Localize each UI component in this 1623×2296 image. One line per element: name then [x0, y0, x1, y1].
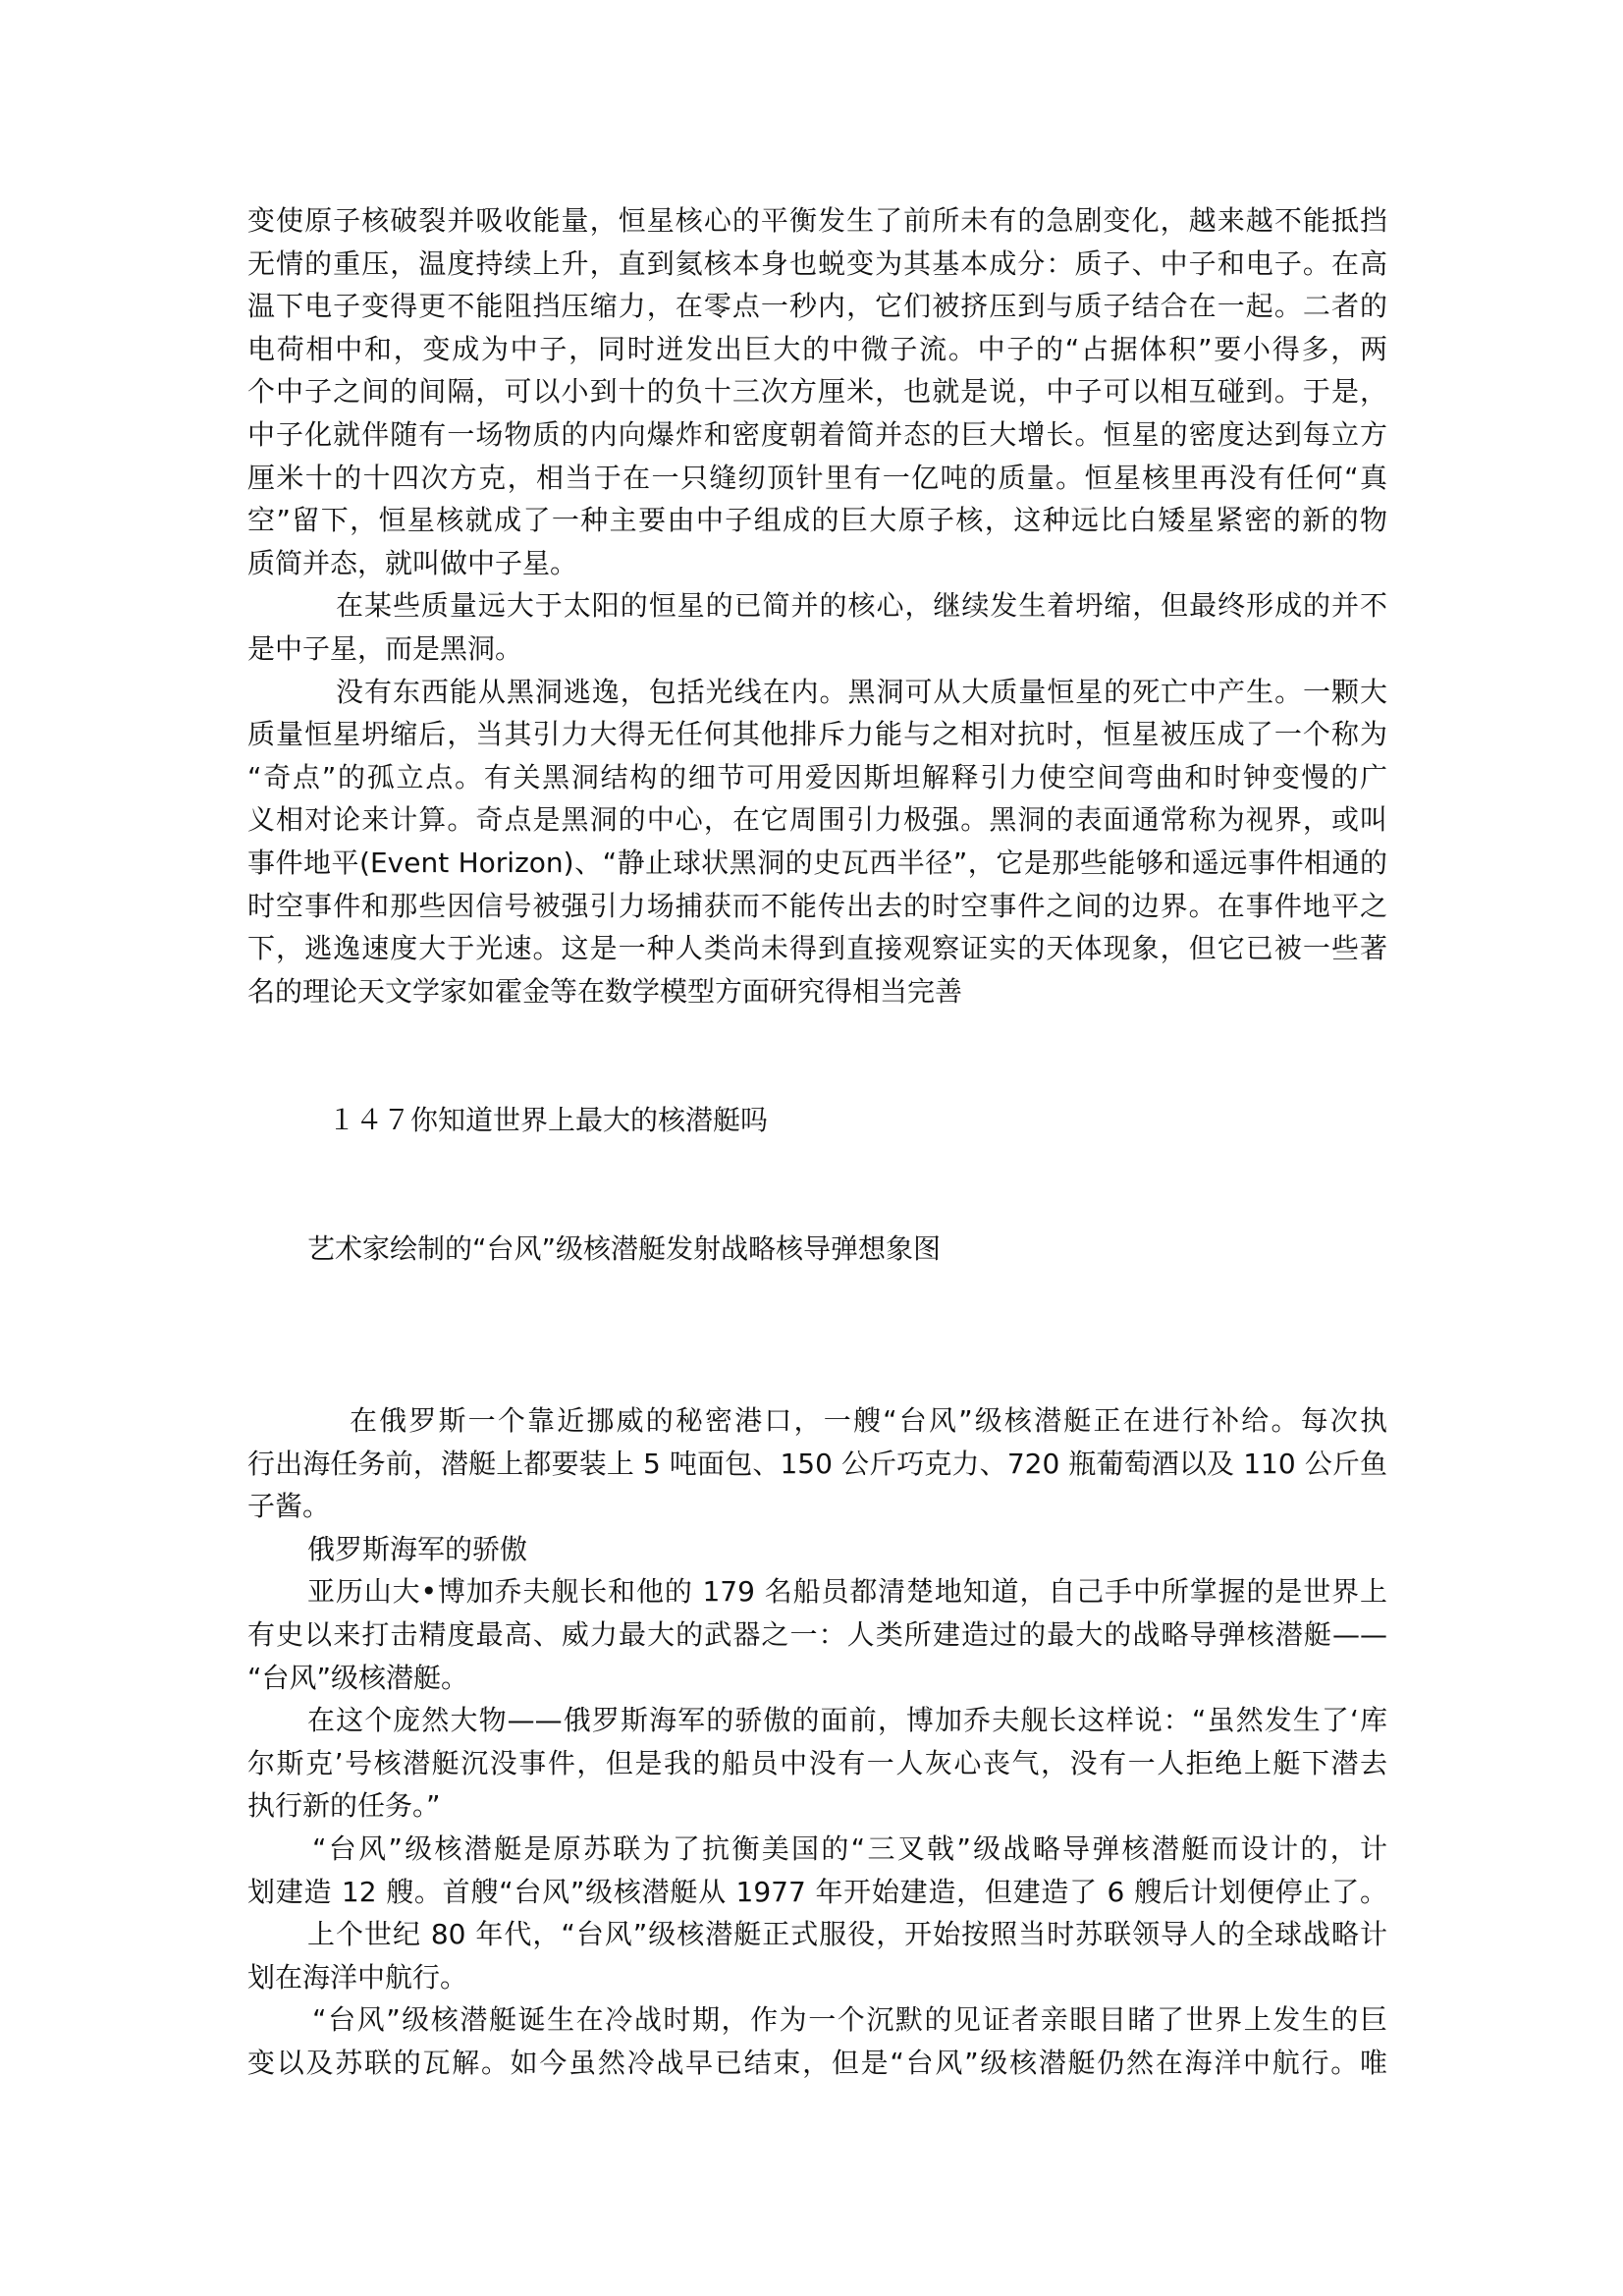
text-line: 在俄罗斯一个靠近挪威的秘密港口，一艘“台风”级核潜艇正在进行补给。每次执 — [350, 1404, 1387, 1437]
text-line: 在这个庞然大物——俄罗斯海军的骄傲的面前，博加乔夫舰长这样说：“虽然发生了‘库 — [307, 1704, 1387, 1737]
section-typhoon-submarine — [247, 1399, 1387, 2085]
paragraph — [247, 671, 1387, 1013]
paragraph — [247, 199, 1387, 584]
text-line: 变以及苏联的瓦解。如今虽然冷战早已结束，但是“台风”级核潜艇仍然在海洋中航行。唯 — [247, 2046, 1387, 2079]
text-line: 质量恒星坍缩后，当其引力大得无任何其他排斥力能与之相对抗时，恒星被压成了一个称为 — [247, 718, 1387, 751]
text-line: 义相对论来计算。奇点是黑洞的中心，在它周围引力极强。黑洞的表面通常称为视界，或叫 — [247, 803, 1387, 837]
text-line: 时空事件和那些因信号被强引力场捕获而不能传出去的时空事件之间的边界。在事件地平之 — [247, 889, 1387, 922]
text-line: 尔斯克’号核潜艇沉没事件，但是我的船员中没有一人灰心丧气，没有一人拒绝上艇下潜去 — [247, 1746, 1387, 1779]
image-caption: 艺术家绘制的“台风”级核潜艇发射战略核导弹想象图 — [307, 1232, 942, 1265]
text-line: 质简并态，就叫做中子星。 — [247, 546, 578, 579]
text-line: 是中子星，而是黑洞。 — [247, 631, 523, 665]
text-line: 事件地平(Event Horizon)、“静止球状黑洞的史瓦西半径”，它是那些能够和遥远事件相通的 — [247, 846, 1387, 879]
text-line: 划在海洋中航行。 — [247, 1960, 468, 1994]
paragraph — [247, 1570, 1387, 1699]
text-line: “台风”级核潜艇是原苏联为了抗衡美国的“三叉戟”级战略导弹核潜艇而设计的，计 — [312, 1831, 1387, 1865]
subheading: 俄罗斯海军的骄傲 — [307, 1532, 528, 1565]
section-heading: １４７你知道世界上最大的核潜艇吗 — [328, 1104, 769, 1136]
text-line: 厘米十的十四次方克，相当于在一只缝纫顶针里有一亿吨的质量。恒星核里再没有任何“真 — [247, 461, 1387, 494]
paragraph — [247, 1998, 1387, 2084]
text-line: 在某些质量远大于太阳的恒星的已简并的核心，继续发生着坍缩，但最终形成的并不 — [336, 589, 1387, 623]
paragraph — [247, 1699, 1387, 1828]
text-line: 温下电子变得更不能阻挡压缩力，在零点一秒内，它们被挤压到与质子结合在一起。二者的 — [247, 290, 1387, 323]
text-line: 无情的重压，温度持续上升，直到氦核本身也蜕变为其基本成分：质子、中子和电子。在高 — [247, 246, 1387, 280]
paragraph — [247, 1913, 1387, 1998]
text-line: 行出海任务前，潜艇上都要装上 5 吨面包、150 公斤巧克力、720 瓶葡萄酒以及 110 公斤鱼 — [247, 1447, 1387, 1480]
paragraph — [247, 1399, 1387, 1528]
text-line: 没有东西能从黑洞逃逸，包括光线在内。黑洞可从大质量恒星的死亡中产生。一颗大 — [336, 675, 1387, 708]
text-line: “奇点”的孤立点。有关黑洞结构的细节可用爱因斯坦解释引力使空间弯曲和时钟变慢的广 — [247, 760, 1387, 793]
text-line: 电荷相中和，变成为中子，同时迸发出巨大的中微子流。中子的“占据体积”要小得多，两 — [247, 332, 1387, 365]
paragraph — [247, 1828, 1387, 1913]
text-line: 下，逃逸速度大于光速。这是一种人类尚未得到直接观察证实的天体现象，但它已被一些著 — [247, 932, 1387, 965]
section-neutron-star-black-hole — [247, 199, 1387, 1012]
text-line: 执行新的任务。” — [247, 1789, 441, 1823]
text-line: 空”留下，恒星核就成了一种主要由中子组成的巨大原子核，这种远比白矮星紧密的新的物 — [247, 504, 1387, 537]
text-line: “台风”级核潜艇。 — [247, 1661, 469, 1694]
paragraph — [247, 584, 1387, 670]
text-line: 个中子之间的间隔，可以小到十的负十三次方厘米，也就是说，中子可以相互碰到。于是， — [247, 375, 1387, 409]
text-line: 亚历山大•博加乔夫舰长和他的 179 名船员都清楚地知道，自己手中所掌握的是世界上 — [307, 1575, 1387, 1609]
text-line: 子酱。 — [247, 1490, 331, 1523]
text-line: 上个世纪 80 年代，“台风”级核潜艇正式服役，开始按照当时苏联领导人的全球战略计 — [307, 1918, 1387, 1951]
text-line: 中子化就伴随有一场物质的内向爆炸和密度朝着简并态的巨大增长。恒星的密度达到每立方 — [247, 417, 1387, 451]
text-line: 变使原子核破裂并吸收能量，恒星核心的平衡发生了前所未有的急剧变化，越来越不能抵挡 — [247, 204, 1387, 237]
text-line: 有史以来打击精度最高、威力最大的武器之一：人类所建造过的最大的战略导弹核潜艇—— — [247, 1617, 1387, 1651]
text-line: 划建造 12 艘。首艘“台风”级核潜艇从 1977 年开始建造，但建造了 6 艘后计划便停止了。 — [247, 1875, 1387, 1908]
text-line: 名的理论天文学家如霍金等在数学模型方面研究得相当完善 — [247, 974, 963, 1008]
text-line: “台风”级核潜艇诞生在冷战时期，作为一个沉默的见证者亲眼目睹了世界上发生的巨 — [312, 2003, 1387, 2037]
